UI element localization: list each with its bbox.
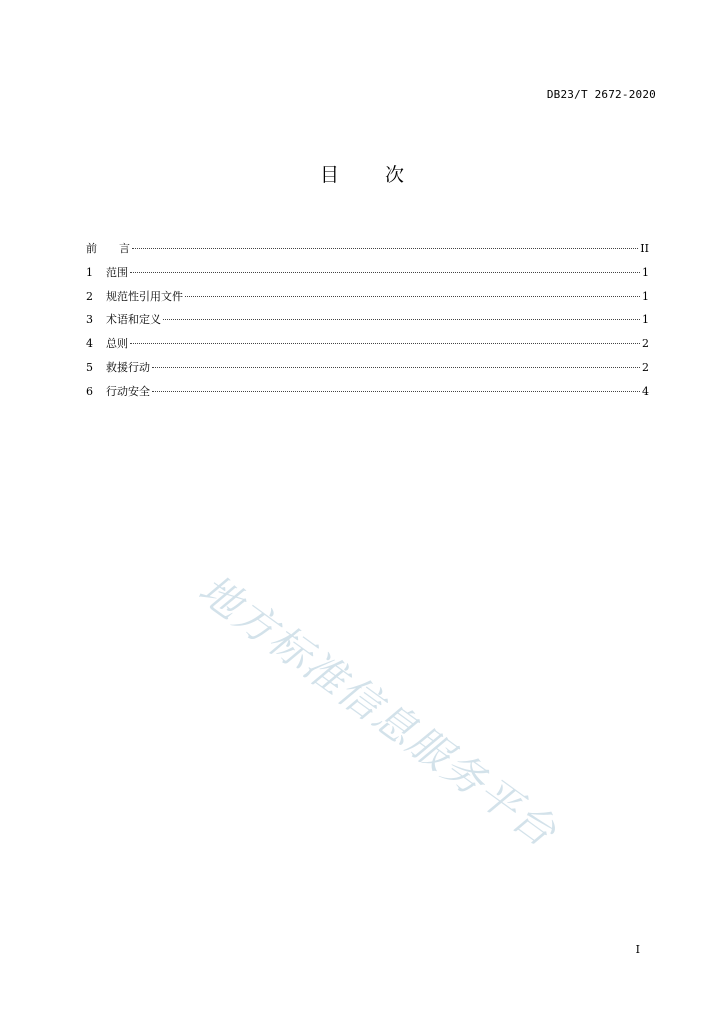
toc-entry-page: 4 [642,384,649,398]
toc-leader-dots [152,367,640,368]
toc-entry-number: 4 [86,337,93,351]
toc-entry-number: 6 [86,384,93,398]
document-code: DB23/T 2672-2020 [546,88,656,101]
toc-entry-label: 范围 [106,265,128,279]
toc-entry-rescue-operations[interactable] [86,359,649,383]
toc-entry-operation-safety[interactable] [86,383,649,407]
toc-entry-page: 2 [642,337,649,351]
toc-entry-label: 总则 [106,337,128,351]
toc-entry-page: 1 [642,313,649,327]
toc-entry-page: 1 [642,289,649,303]
toc-entry-label: 行动安全 [106,384,150,398]
toc-entry-page: 1 [642,265,649,279]
toc-leader-dots [132,248,638,249]
toc-leader-dots [130,272,640,273]
toc-leader-dots [163,319,640,320]
toc-entry-page: 2 [642,360,649,374]
toc-entry-number: 1 [86,265,93,279]
toc-entry-terms-definitions[interactable] [86,311,649,335]
title-char-1: 目 [319,164,339,186]
toc-entry-page: II [640,242,649,255]
page-number: I [635,943,640,956]
toc-entry-number: 3 [86,313,93,327]
toc-entry-label: 前 言 [86,242,130,255]
toc-entry-label: 规范性引用文件 [106,289,183,303]
toc-entry-label: 术语和定义 [106,313,161,327]
table-of-contents [86,240,649,407]
toc-entry-normative-references[interactable] [86,288,649,312]
toc-leader-dots [152,391,640,392]
toc-entry-scope[interactable] [86,264,649,288]
toc-entry-foreword[interactable] [86,240,649,264]
page-title [0,160,724,187]
toc-leader-dots [185,296,640,297]
title-char-2: 次 [385,164,405,186]
watermark: 地方标准信息服务平台 [189,565,566,857]
toc-entry-number: 5 [86,360,93,374]
toc-entry-general[interactable] [86,335,649,359]
toc-leader-dots [130,343,640,344]
toc-entry-number: 2 [86,289,93,303]
toc-entry-label: 救援行动 [106,360,150,374]
